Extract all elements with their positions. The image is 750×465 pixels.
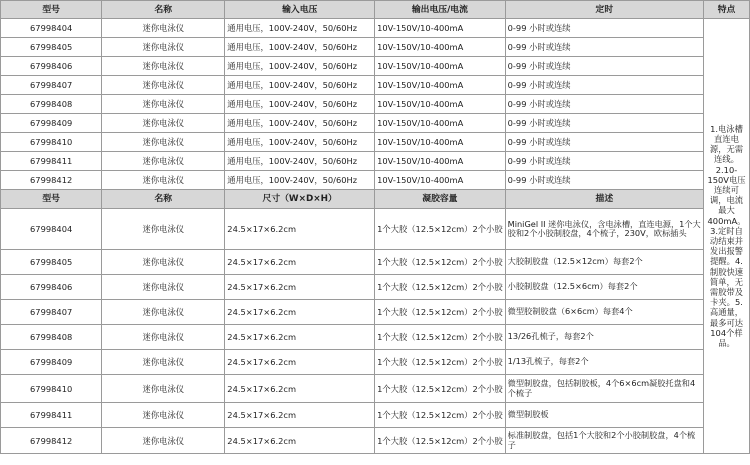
name-cell: 迷你电泳仪	[102, 375, 225, 403]
header-name: 名称	[102, 1, 225, 19]
capacity-cell: 1个大胶（12.5×12cm）2个小胶	[375, 275, 506, 300]
size-cell: 24.5×17×6.2cm	[225, 250, 375, 275]
timer-cell: 0-99 小时或连续	[505, 76, 703, 95]
model-cell: 67998410	[1, 375, 102, 403]
input-cell: 通用电压，100V-240V，50/60Hz	[225, 38, 375, 57]
output-cell: 10V-150V/10-400mA	[375, 76, 506, 95]
name-cell: 迷你电泳仪	[102, 19, 225, 38]
input-cell: 通用电压，100V-240V，50/60Hz	[225, 152, 375, 171]
header-description: 描述	[505, 190, 703, 209]
table-row	[1, 403, 750, 428]
size-cell: 24.5×17×6.2cm	[225, 275, 375, 300]
output-cell: 10V-150V/10-400mA	[375, 152, 506, 171]
timer-cell: 0-99 小时或连续	[505, 19, 703, 38]
size-cell: 24.5×17×6.2cm	[225, 209, 375, 250]
model-cell: 67998404	[1, 209, 102, 250]
model-cell: 67998411	[1, 152, 102, 171]
header-size: 尺寸（W×D×H）	[225, 190, 375, 209]
timer-cell: 0-99 小时或连续	[505, 171, 703, 190]
input-cell: 通用电压，100V-240V，50/60Hz	[225, 76, 375, 95]
name-cell: 迷你电泳仪	[102, 95, 225, 114]
capacity-cell: 1个大胶（12.5×12cm）2个小胶	[375, 209, 506, 250]
output-cell: 10V-150V/10-400mA	[375, 19, 506, 38]
description-cell: MiniGel II 迷你电泳仪，含电泳槽，直连电源，1个大胶和2个小胶制胶盘，4个梳子，230V，欧标插头	[505, 209, 703, 250]
size-cell: 24.5×17×6.2cm	[225, 375, 375, 403]
name-cell: 迷你电泳仪	[102, 275, 225, 300]
name-cell: 迷你电泳仪	[102, 114, 225, 133]
name-cell: 迷你电泳仪	[102, 250, 225, 275]
model-cell: 67998409	[1, 114, 102, 133]
name-cell: 迷你电泳仪	[102, 76, 225, 95]
capacity-cell: 1个大胶（12.5×12cm）2个小胶	[375, 350, 506, 375]
header-name: 名称	[102, 190, 225, 209]
name-cell: 迷你电泳仪	[102, 171, 225, 190]
name-cell: 迷你电泳仪	[102, 152, 225, 171]
timer-cell: 0-99 小时或连续	[505, 133, 703, 152]
model-cell: 67998411	[1, 403, 102, 428]
model-cell: 67998412	[1, 171, 102, 190]
name-cell: 迷你电泳仪	[102, 300, 225, 325]
name-cell: 迷你电泳仪	[102, 133, 225, 152]
name-cell: 迷你电泳仪	[102, 325, 225, 350]
input-cell: 通用电压，100V-240V，50/60Hz	[225, 171, 375, 190]
table-row	[1, 171, 750, 190]
input-cell: 通用电压，100V-240V，50/60Hz	[225, 114, 375, 133]
input-cell: 通用电压，100V-240V，50/60Hz	[225, 19, 375, 38]
features-cell: 1.电泳槽直连电源，无需连线。2.10-150V电压连续可调，电流最大400mA。3.定时自动结束并发出报警提醒。4.制胶快速简单，无需胶带及卡夹。5.高通量，最多可达104个样品。	[703, 19, 749, 454]
model-cell: 67998405	[1, 38, 102, 57]
output-cell: 10V-150V/10-400mA	[375, 133, 506, 152]
size-cell: 24.5×17×6.2cm	[225, 428, 375, 454]
size-cell: 24.5×17×6.2cm	[225, 350, 375, 375]
timer-cell: 0-99 小时或连续	[505, 57, 703, 76]
table-row	[1, 114, 750, 133]
header-timer: 定时	[505, 1, 703, 19]
model-cell: 67998407	[1, 300, 102, 325]
description-cell: 小胶制胶盘（12.5×6cm）每套2个	[505, 275, 703, 300]
capacity-cell: 1个大胶（12.5×12cm）2个小胶	[375, 300, 506, 325]
model-cell: 67998408	[1, 325, 102, 350]
header-model: 型号	[1, 1, 102, 19]
name-cell: 迷你电泳仪	[102, 38, 225, 57]
model-cell: 67998410	[1, 133, 102, 152]
name-cell: 迷你电泳仪	[102, 350, 225, 375]
model-cell: 67998407	[1, 76, 102, 95]
name-cell: 迷你电泳仪	[102, 403, 225, 428]
description-cell: 大胶制胶盘（12.5×12cm）每套2个	[505, 250, 703, 275]
output-cell: 10V-150V/10-400mA	[375, 57, 506, 76]
model-cell: 67998412	[1, 428, 102, 454]
capacity-cell: 1个大胶（12.5×12cm）2个小胶	[375, 428, 506, 454]
table-row	[1, 325, 750, 350]
table-row	[1, 275, 750, 300]
input-cell: 通用电压，100V-240V，50/60Hz	[225, 95, 375, 114]
table-row	[1, 76, 750, 95]
model-cell: 67998406	[1, 275, 102, 300]
table-row	[1, 38, 750, 57]
description-cell: 13/26孔梳子，每套2个	[505, 325, 703, 350]
table-row	[1, 133, 750, 152]
description-cell: 标准制胶盘，包括1个大胶和2个小胶制胶盘，4个梳子	[505, 428, 703, 454]
output-cell: 10V-150V/10-400mA	[375, 171, 506, 190]
model-cell: 67998406	[1, 57, 102, 76]
size-cell: 24.5×17×6.2cm	[225, 403, 375, 428]
model-cell: 67998408	[1, 95, 102, 114]
table-row	[1, 250, 750, 275]
table-row	[1, 57, 750, 76]
header-features: 特点	[703, 1, 749, 19]
table-row	[1, 19, 750, 38]
model-cell: 67998405	[1, 250, 102, 275]
capacity-cell: 1个大胶（12.5×12cm）2个小胶	[375, 325, 506, 350]
header-model: 型号	[1, 190, 102, 209]
table-row	[1, 428, 750, 454]
table-row	[1, 152, 750, 171]
table-row	[1, 375, 750, 403]
capacity-cell: 1个大胶（12.5×12cm）2个小胶	[375, 403, 506, 428]
header-gel-capacity: 凝胶容量	[375, 190, 506, 209]
size-cell: 24.5×17×6.2cm	[225, 300, 375, 325]
description-cell: 微型胶制胶盘（6×6cm）每套4个	[505, 300, 703, 325]
header-input-voltage: 输入电压	[225, 1, 375, 19]
description-cell: 微型制胶盘，包括制胶板，4个6×6cm凝胶托盘和4个梳子	[505, 375, 703, 403]
name-cell: 迷你电泳仪	[102, 57, 225, 76]
size-cell: 24.5×17×6.2cm	[225, 325, 375, 350]
description-cell: 微型制胶板	[505, 403, 703, 428]
model-cell: 67998404	[1, 19, 102, 38]
name-cell: 迷你电泳仪	[102, 209, 225, 250]
table2-header-row	[1, 190, 750, 209]
capacity-cell: 1个大胶（12.5×12cm）2个小胶	[375, 375, 506, 403]
table-row	[1, 209, 750, 250]
timer-cell: 0-99 小时或连续	[505, 38, 703, 57]
output-cell: 10V-150V/10-400mA	[375, 95, 506, 114]
name-cell: 迷你电泳仪	[102, 428, 225, 454]
table-row	[1, 350, 750, 375]
input-cell: 通用电压，100V-240V，50/60Hz	[225, 133, 375, 152]
table-row	[1, 95, 750, 114]
timer-cell: 0-99 小时或连续	[505, 114, 703, 133]
capacity-cell: 1个大胶（12.5×12cm）2个小胶	[375, 250, 506, 275]
output-cell: 10V-150V/10-400mA	[375, 38, 506, 57]
table-row	[1, 300, 750, 325]
description-cell: 1/13孔梳子，每套2个	[505, 350, 703, 375]
table1-header-row	[1, 1, 750, 19]
input-cell: 通用电压，100V-240V，50/60Hz	[225, 57, 375, 76]
timer-cell: 0-99 小时或连续	[505, 95, 703, 114]
timer-cell: 0-99 小时或连续	[505, 152, 703, 171]
output-cell: 10V-150V/10-400mA	[375, 114, 506, 133]
model-cell: 67998409	[1, 350, 102, 375]
header-output: 输出电压/电流	[375, 1, 506, 19]
